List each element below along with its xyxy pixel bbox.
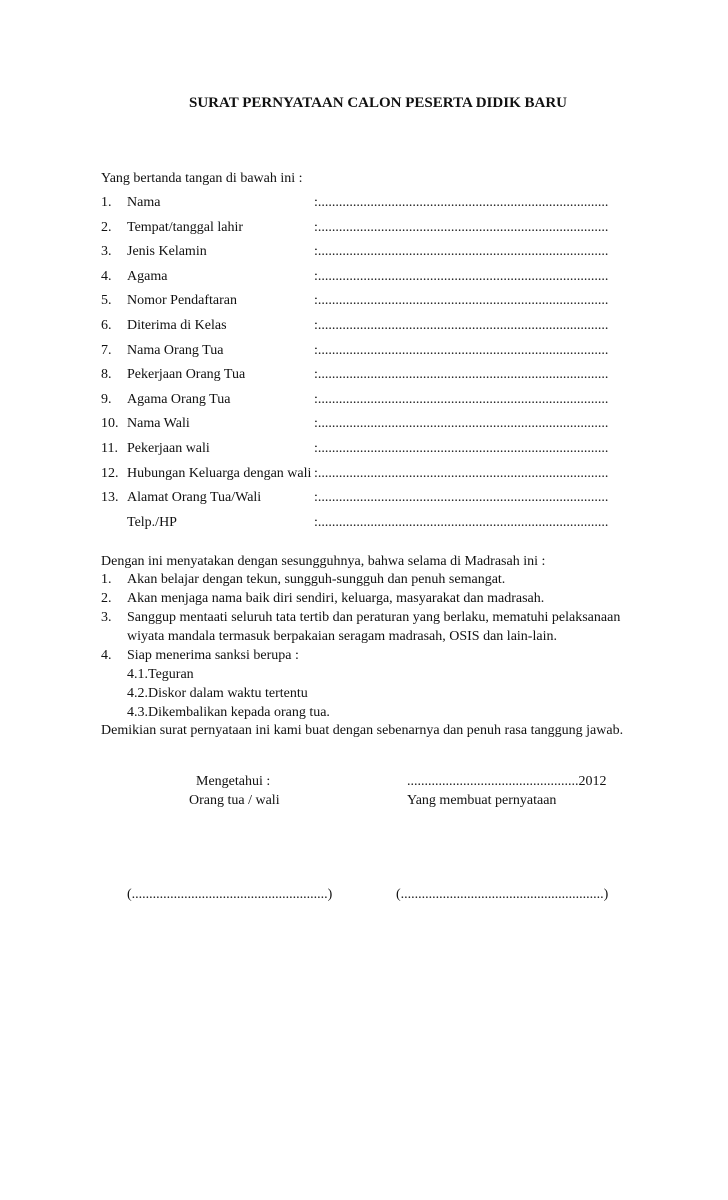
field-blank: :...................................................................................: [314, 441, 609, 456]
field-number: 3.: [101, 244, 112, 259]
sanction-item: 4.2.Diskor dalam waktu tertentu: [127, 686, 308, 701]
statement-item-text: Siap menerima sanksi berupa :: [127, 648, 299, 663]
left-signature-heading: Mengetahui :: [196, 774, 271, 789]
field-blank: :...................................................................................: [314, 220, 609, 235]
page-title: SURAT PERNYATAAN CALON PESERTA DIDIK BARU: [188, 95, 567, 111]
right-signature-line: (..........................................................): [396, 887, 609, 902]
field-label: Agama: [127, 269, 168, 284]
intro-text: Yang bertanda tangan di bawah ini :: [101, 171, 303, 186]
field-label: Nomor Pendaftaran: [127, 293, 238, 308]
field-label: Telp./HP: [127, 515, 177, 530]
field-number: 6.: [101, 318, 112, 333]
right-signature-role: Yang membuat pernyataan: [407, 793, 557, 808]
field-number: 2.: [101, 220, 112, 235]
statement-item-3: [101, 611, 112, 625]
field-blank: :...................................................................................: [314, 293, 609, 308]
field-number: 7.: [101, 343, 112, 358]
statement-item-text: Akan menjaga nama baik diri sendiri, keluarga, masyarakat dan madrasah.: [127, 591, 545, 606]
statement-item-number: 3.: [101, 610, 112, 625]
field-blank: :...................................................................................: [314, 343, 609, 358]
field-number: 4.: [101, 269, 112, 284]
field-blank: :...................................................................................: [314, 244, 609, 259]
field-blank: :...................................................................................: [314, 490, 609, 505]
field-blank: :...................................................................................: [314, 269, 609, 284]
field-label: Nama Orang Tua: [127, 343, 224, 358]
field-blank: :...................................................................................: [314, 466, 609, 481]
field-label: Nama: [127, 195, 161, 210]
statement-item-text: Akan belajar dengan tekun, sungguh-sungguh dan penuh semangat.: [127, 572, 506, 587]
field-label: Diterima di Kelas: [127, 318, 227, 333]
statement-item-number: 4.: [101, 648, 112, 663]
sanction-item: 4.3.Dikembalikan kepada orang tua.: [127, 705, 330, 720]
field-blank: :...................................................................................: [314, 515, 609, 530]
field-label: Pekerjaan wali: [127, 441, 210, 456]
field-number: 8.: [101, 367, 112, 382]
field-number: 1.: [101, 195, 112, 210]
field-number: 10.: [101, 416, 119, 431]
left-signature-line: (........................................................): [127, 887, 333, 902]
left-signature-role: Orang tua / wali: [189, 793, 280, 808]
statement-item-number: 1.: [101, 572, 112, 587]
field-number: 13.: [101, 490, 119, 505]
field-number: 12.: [101, 466, 119, 481]
field-label: Agama Orang Tua: [127, 392, 231, 407]
field-label: Nama Wali: [127, 416, 190, 431]
field-label: Hubungan Keluarga dengan wali: [127, 466, 312, 481]
field-number: 5.: [101, 293, 112, 308]
closing-text: Demikian surat pernyataan ini kami buat dengan sebenarnya dan penuh rasa tanggung jawab.: [101, 723, 624, 738]
statement-item-4: [101, 649, 112, 663]
field-label: Alamat Orang Tua/Wali: [127, 490, 262, 505]
field-label: Pekerjaan Orang Tua: [127, 367, 246, 382]
statement-item-number: 2.: [101, 591, 112, 606]
statement-item-text: Sanggup mentaati seluruh tata tertib dan peraturan yang berlaku, mematuhi pelaksanaan: [127, 610, 621, 625]
sanction-item: 4.1.Teguran: [127, 667, 194, 682]
statement-item-1: [101, 573, 112, 587]
statement-lead: Dengan ini menyatakan dengan sesungguhnya, bahwa selama di Madrasah ini :: [101, 554, 546, 569]
field-label: Tempat/tanggal lahir: [127, 220, 244, 235]
field-blank: :...................................................................................: [314, 195, 609, 210]
field-label: Jenis Kelamin: [127, 244, 207, 259]
field-blank: :...................................................................................: [314, 318, 609, 333]
field-blank: :...................................................................................: [314, 416, 609, 431]
statement-item-text-continued: wiyata mandala termasuk berpakaian seragam madrasah, OSIS dan lain-lain.: [127, 629, 557, 644]
field-number: 9.: [101, 392, 112, 407]
right-signature-date: .................................................2012: [407, 774, 607, 789]
statement-item-2: [101, 592, 112, 606]
field-blank: :...................................................................................: [314, 367, 609, 382]
field-number: 11.: [101, 441, 118, 456]
field-blank: :...................................................................................: [314, 392, 609, 407]
